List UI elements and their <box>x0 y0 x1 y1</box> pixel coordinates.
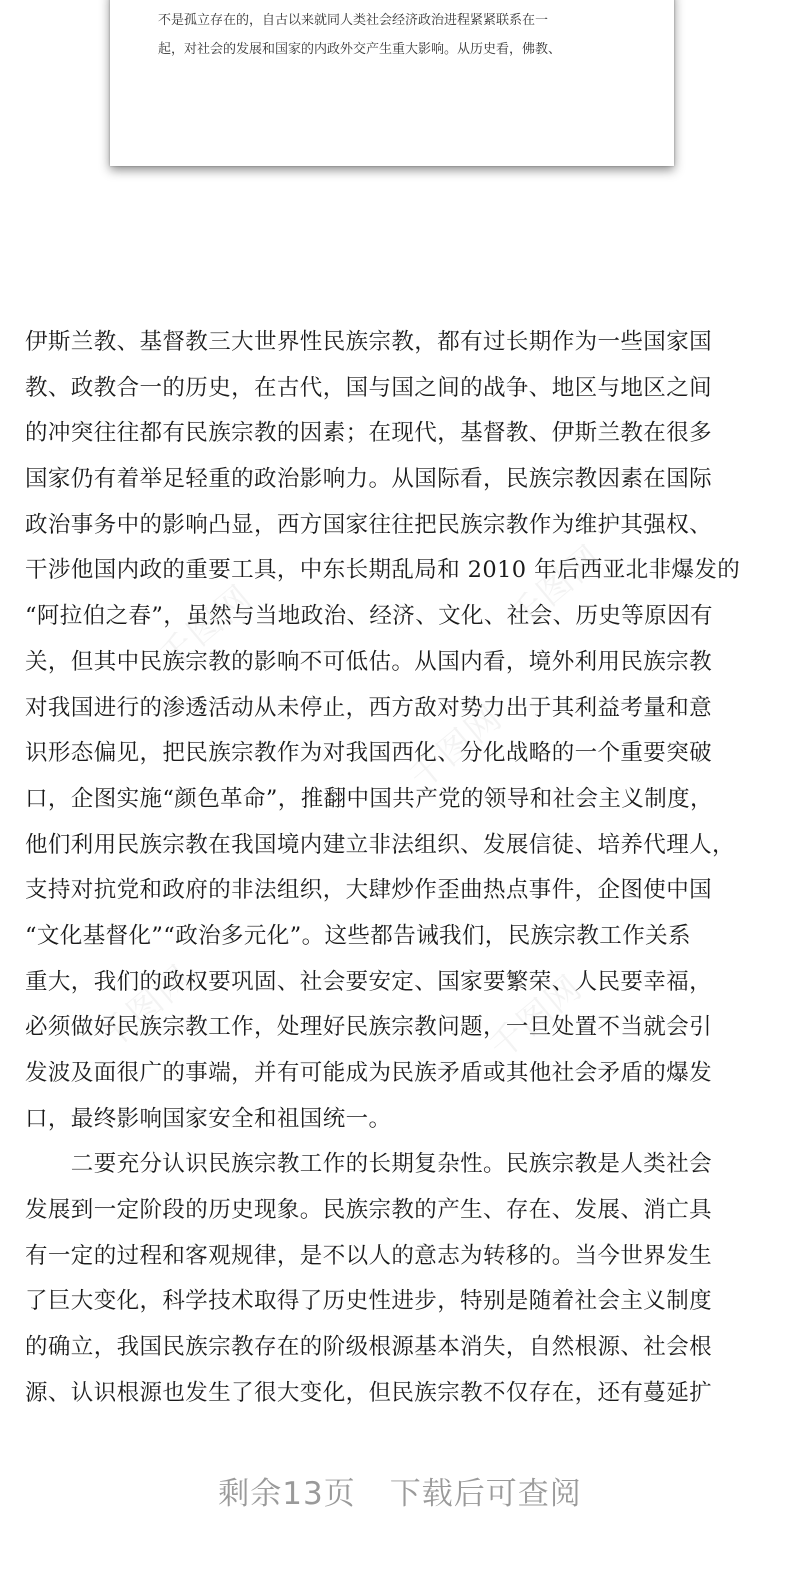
text-line: 二要充分认识民族宗教工作的长期复杂性。民族宗教是人类社会 <box>25 1151 713 1178</box>
text-line: 关，但其中民族宗教的影响不可低估。从国内看，境外利用民族宗教 <box>25 648 713 675</box>
text-line: 识形态偏见，把民族宗教作为对我国西化、分化战略的一个重要突破 <box>25 740 713 767</box>
document-body <box>25 320 775 1417</box>
watermark: 千图网 <box>402 697 511 798</box>
text-line: 干涉他国内政的重要工具，中东长期乱局和 2010 年后西亚北非爆发的 <box>25 557 741 584</box>
download-to-view-label: 下载后可查阅 <box>389 1476 582 1512</box>
preview-paragraph <box>158 6 638 64</box>
previous-page-preview <box>110 0 674 166</box>
text-line: 源、认识根源也发生了很大变化，但民族宗教不仅存在，还有蔓延扩 <box>25 1379 713 1406</box>
text-line: 发波及面很广的事端，并有可能成为民族矛盾或其他社会矛盾的爆发 <box>25 1060 713 1086</box>
watermark: 千图网 <box>92 957 201 1058</box>
text-line: 伊斯兰教、基督教三大世界性民族宗教，都有过长期作为一些国家国 <box>25 329 713 355</box>
text-line: 发展到一定阶段的历史现象。民族宗教的产生、存在、发展、消亡具 <box>25 1197 713 1224</box>
text-line: 了巨大变化，科学技术取得了历史性进步，特别是随着社会主义制度 <box>25 1288 713 1315</box>
text-line: 他们利用民族宗教在我国境内建立非法组织、发展信徒、培养代理人， <box>25 831 735 858</box>
text-line: 教、政教合一的历史，在古代，国与国之间的战争、地区与地区之间 <box>25 374 713 401</box>
remaining-pages-label: 剩余13页 <box>218 1476 356 1512</box>
text-line: 的冲突往往都有民族宗教的因素；在现代，基督教、伊斯兰教在很多 <box>25 420 713 447</box>
text-line: 的确立，我国民族宗教存在的阶级根源基本消失，自然根源、社会根 <box>25 1334 713 1361</box>
text-line: 必须做好民族宗教工作，处理好民族宗教问题，一旦处置不当就会引 <box>25 1014 713 1041</box>
text-line: 重大，我们的政权要巩固、社会要安定、国家要繁荣、人民要幸福， <box>25 968 713 995</box>
download-prompt[interactable] <box>0 1468 800 1513</box>
watermark: 千图网 <box>152 577 261 678</box>
text-line: “文化基督化”“政治多元化”。这些都告诫我们，民族宗教工作关系 <box>25 922 691 949</box>
text-line: 对我国进行的渗透活动从未停止，西方敌对势力出于其利益考量和意 <box>25 694 713 721</box>
text-line: 政治事务中的影响凸显，西方国家往往把民族宗教作为维护其强权、 <box>25 511 713 538</box>
text-line: 支持对抗党和政府的非法组织，大肆炒作歪曲热点事件，企图使中国 <box>25 877 713 904</box>
watermark: 千图网 <box>502 537 611 638</box>
preview-line: 起，对社会的发展和国家的内政外交产生重大影响。从历史看，佛教、 <box>158 42 562 57</box>
preview-line: 不是孤立存在的，自古以来就同人类社会经济政治进程紧紧联系在一 <box>158 13 549 28</box>
text-line: “阿拉伯之春”，虽然与当地政治、经济、文化、社会、历史等原因有 <box>25 603 713 630</box>
text-line: 口，最终影响国家安全和祖国统一。 <box>25 1105 392 1132</box>
text-line: 国家仍有着举足轻重的政治影响力。从国际看，民族宗教因素在国际 <box>25 466 713 493</box>
watermark: 千图网 <box>482 967 591 1068</box>
text-line: 有一定的过程和客观规律，是不以人的意志为转移的。当今世界发生 <box>25 1242 713 1269</box>
text-line: 口，企图实施“颜色革命”，推翻中国共产党的领导和社会主义制度， <box>25 785 713 812</box>
